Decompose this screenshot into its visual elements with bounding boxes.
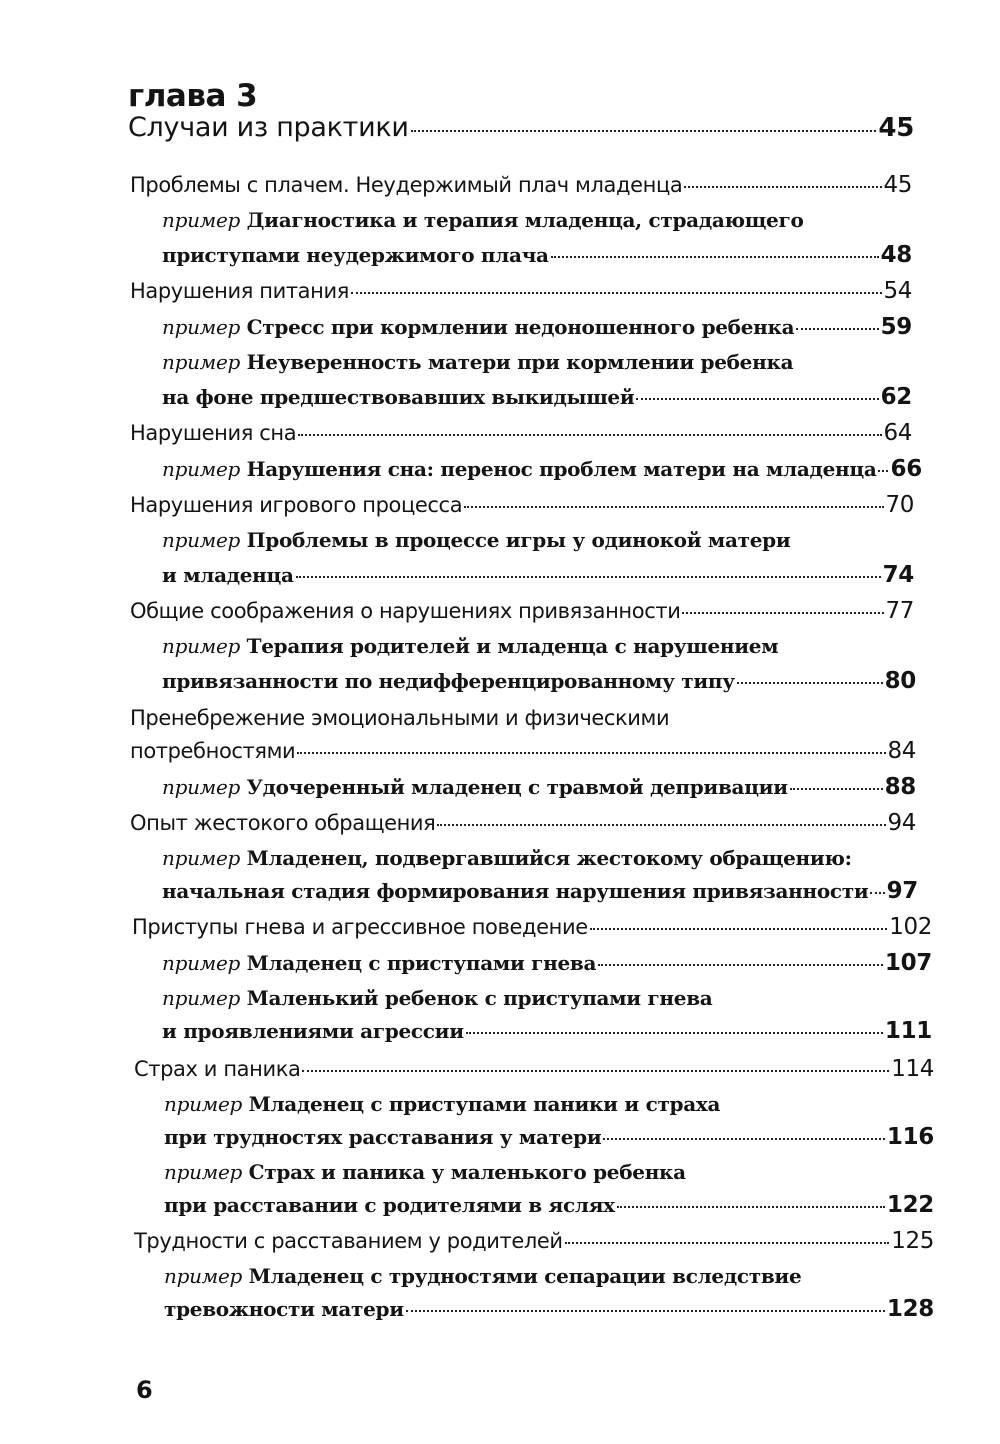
- toc-section: Проблемы с плачем. Неудержимый плач младенца 45: [130, 172, 912, 198]
- toc-example-continuation: при трудностях расставания у матери 116: [164, 1124, 934, 1150]
- toc-example-continuation: и младенца 74: [162, 562, 914, 588]
- dot-leader: [737, 682, 883, 684]
- dot-leader: [464, 506, 883, 508]
- toc-example: пример Страх и паника у маленького ребенка: [164, 1160, 686, 1184]
- dot-leader: [682, 612, 883, 614]
- toc-example: пример Неуверенность матери при кормлении ребенка: [162, 350, 794, 374]
- toc-section: Приступы гнева и агрессивное поведение 102: [132, 914, 932, 940]
- toc-section: Трудности с расставанием у родителей 125: [134, 1228, 934, 1254]
- toc-page-number: 94: [887, 810, 916, 836]
- toc-page-number: 77: [885, 598, 914, 624]
- toc-page-number: 74: [882, 562, 914, 588]
- toc-section: Общие соображения о нарушениях привязанности 77: [130, 598, 914, 624]
- chapter-title-entry: [128, 112, 914, 143]
- example-label: пример: [164, 1092, 242, 1116]
- toc-page-number: 54: [883, 278, 912, 304]
- dot-leader: [466, 1032, 883, 1034]
- chapter-page-number: 45: [878, 113, 914, 143]
- toc-section: Опыт жестокого обращения 94: [130, 810, 916, 836]
- toc-example: пример Младенец с приступами гнева 107: [162, 950, 932, 976]
- toc-page-number: 122: [886, 1192, 934, 1218]
- toc-example: пример Младенец, подвергавшийся жестокому обращению:: [162, 846, 852, 870]
- dot-leader: [565, 1242, 890, 1244]
- toc-example-continuation: на фоне предшествовавших выкидышей 62: [162, 384, 912, 410]
- example-label: пример: [164, 1264, 242, 1288]
- toc-section: Пренебрежение эмоциональными и физическими: [130, 706, 670, 730]
- dot-leader: [603, 1138, 884, 1140]
- toc-example: пример Диагностика и терапия младенца, страдающего: [162, 208, 804, 232]
- dot-leader: [296, 576, 881, 578]
- dot-leader: [551, 256, 879, 258]
- toc-page-number: 114: [891, 1056, 934, 1082]
- toc-section: Нарушения питания 54: [130, 278, 912, 304]
- dot-leader: [598, 964, 883, 966]
- chapter-title: Случаи из практики: [128, 112, 409, 143]
- example-label: пример: [164, 1160, 242, 1184]
- toc-example-continuation: приступами неудержимого плача 48: [162, 242, 912, 268]
- example-label: пример: [162, 350, 240, 374]
- toc-example-continuation: начальная стадия формирования нарушения привязанности 97: [162, 878, 918, 904]
- toc-example: пример Младенец с приступами паники и страха: [164, 1092, 721, 1116]
- example-label: пример: [162, 208, 240, 232]
- dot-leader: [878, 470, 888, 472]
- toc-page-number: 80: [884, 668, 916, 694]
- toc-example: пример Стресс при кормлении недоношенного ребенка 59: [162, 314, 912, 340]
- dot-leader: [684, 186, 881, 188]
- dot-leader: [406, 1310, 885, 1312]
- toc-page-number: 84: [887, 738, 916, 764]
- toc-page-number: 116: [886, 1124, 934, 1150]
- toc-example: пример Маленький ребенок с приступами гнева: [162, 986, 713, 1010]
- toc-page-number: 59: [880, 314, 912, 340]
- toc-example: пример Удочеренный младенец с травмой депривации 88: [162, 774, 916, 800]
- toc-page-number: 102: [889, 914, 932, 940]
- example-label: пример: [162, 528, 240, 552]
- example-label: пример: [162, 634, 240, 658]
- dot-leader: [297, 752, 885, 754]
- toc-example-continuation: привязанности по недифференцированному типу 80: [162, 668, 916, 694]
- example-label: пример: [162, 775, 240, 799]
- example-label: пример: [162, 457, 240, 481]
- dot-leader: [411, 130, 877, 132]
- dot-leader: [351, 292, 882, 294]
- dot-leader: [302, 1070, 889, 1072]
- toc-page-number: 66: [890, 456, 922, 482]
- toc-page-number: 111: [884, 1018, 932, 1044]
- dot-leader: [437, 824, 885, 826]
- dot-leader: [790, 788, 883, 790]
- toc-example-continuation: тревожности матери 128: [164, 1296, 934, 1322]
- example-label: пример: [162, 315, 240, 339]
- dot-leader: [636, 398, 878, 400]
- dot-leader: [870, 892, 884, 894]
- toc-section-continuation: потребностями 84: [130, 738, 916, 764]
- toc-page-number: 64: [883, 420, 912, 446]
- toc-page-number: 107: [884, 950, 932, 976]
- toc-page-number: 88: [884, 774, 916, 800]
- toc-section: Страх и паника 114: [134, 1056, 934, 1082]
- page-number: 6: [136, 1376, 153, 1404]
- toc-page-number: 128: [886, 1296, 934, 1322]
- toc-page-number: 70: [885, 492, 914, 518]
- toc-example: пример Терапия родителей и младенца с нарушением: [162, 634, 779, 658]
- toc-page-number: 97: [886, 878, 918, 904]
- example-label: пример: [162, 951, 240, 975]
- dot-leader: [796, 328, 878, 330]
- toc-page-number: 62: [880, 384, 912, 410]
- toc-page-number: 48: [880, 242, 912, 268]
- chapter-label: глава 3: [128, 78, 258, 114]
- toc-page-number: 45: [883, 172, 912, 198]
- toc-example: пример Нарушения сна: перенос проблем матери на младенца 66: [162, 456, 922, 482]
- example-label: пример: [162, 846, 240, 870]
- toc-section: Нарушения сна 64: [130, 420, 912, 446]
- toc-section: Нарушения игрового процесса 70: [130, 492, 914, 518]
- toc-example: пример Младенец с трудностями сепарации вследствие: [164, 1264, 802, 1288]
- toc-example-continuation: и проявлениями агрессии 111: [162, 1018, 932, 1044]
- dot-leader: [590, 928, 888, 930]
- dot-leader: [298, 434, 881, 436]
- toc-example-continuation: при расставании с родителями в яслях 122: [164, 1192, 934, 1218]
- example-label: пример: [162, 986, 240, 1010]
- dot-leader: [617, 1206, 885, 1208]
- toc-page-number: 125: [891, 1228, 934, 1254]
- toc-example: пример Проблемы в процессе игры у одинокой матери: [162, 528, 791, 552]
